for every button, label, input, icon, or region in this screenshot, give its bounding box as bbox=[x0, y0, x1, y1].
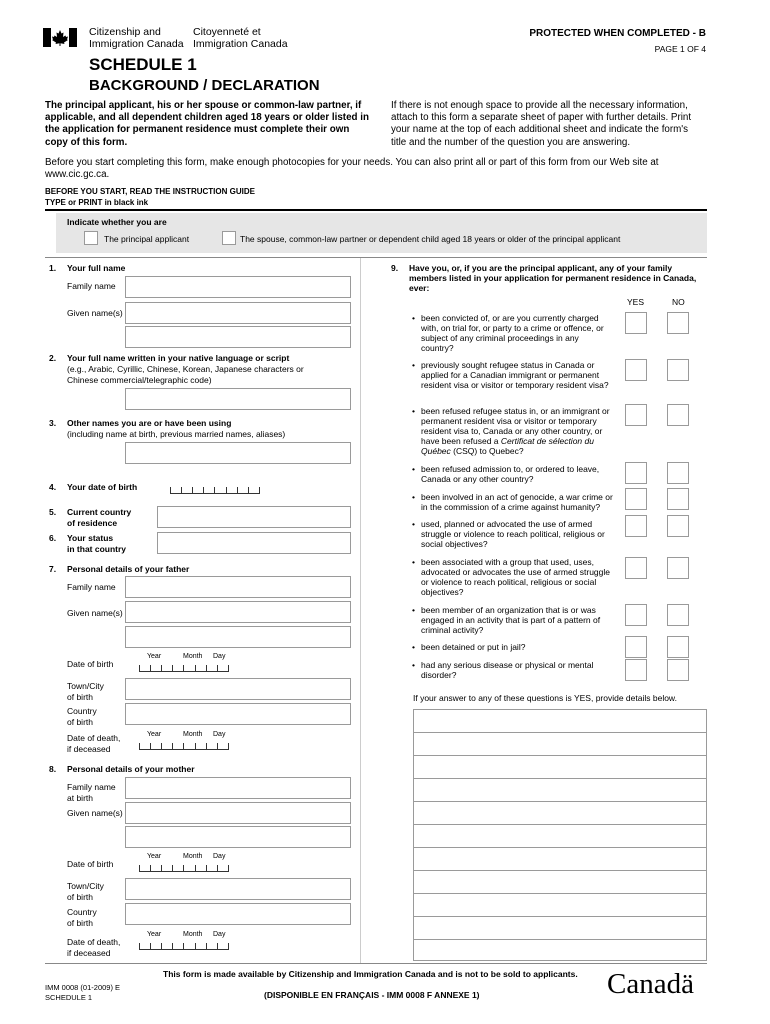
q7-father-given-input-2[interactable] bbox=[125, 626, 351, 648]
q2-sub-2: Chinese commercial/telegraphic code) bbox=[67, 375, 212, 385]
q7-father-family-input[interactable] bbox=[125, 576, 351, 598]
q9-details-textarea[interactable] bbox=[413, 709, 707, 961]
bullet: • bbox=[412, 492, 415, 502]
q9-item-10-yes-checkbox[interactable] bbox=[625, 659, 647, 681]
q8-dob-month-label: Month bbox=[183, 853, 203, 860]
q9-item-5-no-checkbox[interactable] bbox=[667, 488, 689, 510]
q8-dod-year-label: Year bbox=[147, 931, 162, 938]
q9-item-2-yes-checkbox[interactable] bbox=[625, 359, 647, 381]
footer-notice: This form is made available by Citizenship and Immigration Canada and is not to be sold to applicants. bbox=[163, 969, 578, 979]
principal-applicant-checkbox[interactable] bbox=[84, 231, 98, 245]
q1-given-label: Given name(s) bbox=[67, 308, 123, 318]
q9-item-3-no-checkbox[interactable] bbox=[667, 404, 689, 426]
intro-left: The principal applicant, his or her spouse or common-law partner, if applicable, and all dependent children aged 18 years or older listed in the application for permanent residence must complete their own copy of this form. bbox=[45, 100, 369, 148]
footer-rule bbox=[45, 963, 707, 964]
q5-label-2: of residence bbox=[67, 518, 118, 528]
q7-death-label-2: if deceased bbox=[67, 744, 111, 754]
schedule-title: SCHEDULE 1 bbox=[89, 55, 197, 74]
q8-mother-given-input-2[interactable] bbox=[125, 826, 351, 848]
q9-item-3 bbox=[421, 406, 611, 456]
q9-item-8: been member of an organization that is or was engaged in an activity that is part of a pattern of criminal activity? bbox=[421, 605, 601, 635]
q9-item-4: been refused admission to, or ordered to leave, Canada or any other country? bbox=[421, 464, 600, 484]
dept-en-line-2: Immigration Canada bbox=[89, 38, 184, 50]
q7-dod-day-label: Day bbox=[213, 731, 226, 738]
q9-item-6-yes-checkbox[interactable] bbox=[625, 515, 647, 537]
q9-item-4-no-checkbox[interactable] bbox=[667, 462, 689, 484]
form-id: IMM 0008 (01-2009) E bbox=[45, 983, 121, 992]
q8-town-label-1: Town/City bbox=[67, 881, 104, 891]
q7-death-label-1: Date of death, bbox=[67, 733, 121, 743]
q9-yes-label: YES bbox=[627, 297, 645, 307]
q7-father-town-input[interactable] bbox=[125, 678, 351, 700]
indicate-label: Indicate whether you are bbox=[67, 217, 167, 227]
q7-father-dob-field[interactable] bbox=[125, 650, 235, 676]
q9-item-7: been associated with a group that used, uses, advocated or advocates the use of armed struggle or violence to reach political, religious or social objectives? bbox=[421, 557, 611, 597]
q9-number: 9. bbox=[391, 263, 399, 273]
q9-item-2-no-checkbox[interactable] bbox=[667, 359, 689, 381]
q9-item-8-no-checkbox[interactable] bbox=[667, 604, 689, 626]
bullet: • bbox=[412, 519, 415, 529]
q9-item-3-text: been refused refugee status in, or an immigrant or permanent resident visa or visitor or temporary resident visa to, Canada or any other country, or have been refused a bbox=[421, 406, 610, 446]
q7-town-label-2: of birth bbox=[67, 692, 93, 702]
dept-name-en bbox=[89, 26, 184, 50]
q9-item-9-no-checkbox[interactable] bbox=[667, 636, 689, 658]
q7-number: 7. bbox=[49, 564, 57, 574]
dept-fr-line-2: Immigration Canada bbox=[193, 38, 288, 50]
canada-flag-icon bbox=[43, 28, 77, 47]
q9-item-1-yes-checkbox[interactable] bbox=[625, 312, 647, 334]
q7-country-label-2: of birth bbox=[67, 717, 93, 727]
spouse-dependent-label: The spouse, common-law partner or dependent child aged 18 years or older of the principal applicant bbox=[240, 234, 621, 244]
page-title: BACKGROUND / DECLARATION bbox=[89, 77, 320, 94]
q3-other-names-input[interactable] bbox=[125, 442, 351, 464]
canada-wordmark: Canadä bbox=[607, 968, 694, 1000]
q6-status-input[interactable] bbox=[157, 532, 351, 554]
q7-dob-year-label: Year bbox=[147, 653, 162, 660]
q8-mother-dob-field[interactable] bbox=[125, 850, 235, 876]
bullet: • bbox=[412, 557, 415, 567]
protected-label: PROTECTED WHEN COMPLETED - B bbox=[529, 28, 706, 39]
q8-town-label-2: of birth bbox=[67, 892, 93, 902]
q9-item-2: previously sought refugee status in Canada or applied for a Canadian immigrant or permanent resident visa or visitor or temporary resident visa? bbox=[421, 360, 609, 390]
q8-death-label-2: if deceased bbox=[67, 948, 111, 958]
q1-given-names-input[interactable] bbox=[125, 302, 351, 324]
q1-family-label: Family name bbox=[67, 281, 116, 291]
q8-mother-dod-field[interactable] bbox=[125, 928, 235, 954]
q9-label: Have you, or, if you are the principal applicant, any of your family members listed in your application for permanent residence in Canada, ever: bbox=[409, 263, 697, 293]
type-print-note: TYPE or PRINT in black ink bbox=[45, 198, 149, 207]
q4-label: Your date of birth bbox=[67, 482, 138, 492]
q2-label: Your full name written in your native language or script bbox=[67, 353, 290, 363]
q9-item-5: been involved in an act of genocide, a war crime or in the commission of a crime against humanity? bbox=[421, 492, 613, 512]
q4-date-field[interactable] bbox=[156, 472, 266, 498]
bullet: • bbox=[412, 406, 415, 416]
q8-mother-family-input[interactable] bbox=[125, 777, 351, 799]
q8-dob-year-label: Year bbox=[147, 853, 162, 860]
q1-label: Your full name bbox=[67, 263, 126, 273]
page-number: PAGE 1 OF 4 bbox=[654, 44, 706, 54]
q3-sub: (including name at birth, previous married names, aliases) bbox=[67, 429, 286, 439]
q9-item-6: used, planned or advocated the use of armed struggle or violence to reach political, religious or social objectives? bbox=[421, 519, 605, 549]
q8-dob-day-label: Day bbox=[213, 853, 226, 860]
q9-item-8-yes-checkbox[interactable] bbox=[625, 604, 647, 626]
q8-mother-country-input[interactable] bbox=[125, 903, 351, 925]
q7-family-label: Family name bbox=[67, 582, 116, 592]
q8-country-label-2: of birth bbox=[67, 918, 93, 928]
footer-schedule: SCHEDULE 1 bbox=[45, 993, 93, 1002]
q4-number: 4. bbox=[49, 482, 57, 492]
q7-dob-label: Date of birth bbox=[67, 659, 114, 669]
read-guide-note: BEFORE YOU START, READ THE INSTRUCTION GUIDE bbox=[45, 187, 255, 196]
q7-town-label-1: Town/City bbox=[67, 681, 104, 691]
q5-label-1: Current country bbox=[67, 507, 132, 517]
q8-family-label-1: Family name bbox=[67, 782, 116, 792]
q7-dod-month-label: Month bbox=[183, 731, 203, 738]
q9-item-3-yes-checkbox[interactable] bbox=[625, 404, 647, 426]
bullet: • bbox=[412, 605, 415, 615]
q1-family-name-input[interactable] bbox=[125, 276, 351, 298]
q8-mother-town-input[interactable] bbox=[125, 878, 351, 900]
q7-father-given-input[interactable] bbox=[125, 601, 351, 623]
q9-item-5-yes-checkbox[interactable] bbox=[625, 488, 647, 510]
q2-sub-1: (e.g., Arabic, Cyrillic, Chinese, Korean, Japanese characters or bbox=[67, 364, 304, 374]
q9-item-3-csq-rest: (CSQ) to Quebec? bbox=[453, 446, 524, 456]
q7-given-label: Given name(s) bbox=[67, 608, 123, 618]
q7-father-country-input[interactable] bbox=[125, 703, 351, 725]
q7-dod-year-label: Year bbox=[147, 731, 162, 738]
q9-details-label: If your answer to any of these questions is YES, provide details below. bbox=[413, 693, 677, 703]
bullet: • bbox=[412, 313, 415, 323]
q8-mother-given-input[interactable] bbox=[125, 802, 351, 824]
dept-en-line-1: Citizenship and bbox=[89, 26, 161, 38]
photocopy-note: Before you start completing this form, make enough photocopies for your needs. You can also print all or part of this form from our Web site at www.cic.gc.ca. bbox=[45, 157, 659, 181]
q8-number: 8. bbox=[49, 764, 57, 774]
principal-applicant-label: The principal applicant bbox=[104, 234, 190, 244]
q8-dod-month-label: Month bbox=[183, 931, 203, 938]
bullet: • bbox=[412, 660, 415, 670]
q9-item-9-yes-checkbox[interactable] bbox=[625, 636, 647, 658]
q9-item-9: been detained or put in jail? bbox=[421, 642, 526, 652]
q7-dob-month-label: Month bbox=[183, 653, 203, 660]
bullet: • bbox=[412, 464, 415, 474]
q8-label: Personal details of your mother bbox=[67, 764, 195, 774]
q3-number: 3. bbox=[49, 418, 57, 428]
q8-given-label: Given name(s) bbox=[67, 808, 123, 818]
q1-number: 1. bbox=[49, 263, 57, 273]
q5-number: 5. bbox=[49, 507, 57, 517]
q7-label: Personal details of your father bbox=[67, 564, 190, 574]
column-top-rule bbox=[45, 257, 707, 258]
q9-item-1: been convicted of, or are you currently charged with, on trial for, or party to a crime or offence, or subject of any criminal proceedings in any country? bbox=[421, 313, 604, 353]
q9-no-label: NO bbox=[672, 297, 685, 307]
q6-label-1: Your status bbox=[67, 533, 114, 543]
bullet: • bbox=[412, 642, 415, 652]
intro-right: If there is not enough space to provide all the necessary information, attach to this form a separate sheet of paper with further details. Print your name at the top of each additional sheet and indicate the form's title and the number of the question you are answering. bbox=[391, 100, 692, 148]
q9-item-10: had any serious disease or physical or mental disorder? bbox=[421, 660, 594, 680]
q8-country-label-1: Country bbox=[67, 907, 97, 917]
q9-item-4-yes-checkbox[interactable] bbox=[625, 462, 647, 484]
q5-country-input[interactable] bbox=[157, 506, 351, 528]
q8-dod-day-label: Day bbox=[213, 931, 226, 938]
q9-item-10-no-checkbox[interactable] bbox=[667, 659, 689, 681]
dept-fr-line-1: Citoyenneté et bbox=[193, 26, 261, 38]
q9-item-3-csq: Certificat de sélection du Québec bbox=[421, 436, 594, 456]
q6-number: 6. bbox=[49, 533, 57, 543]
q1-given-names-input-2[interactable] bbox=[125, 326, 351, 348]
french-availability: (DISPONIBLE EN FRANÇAIS - IMM 0008 F ANNEXE 1) bbox=[264, 990, 480, 1000]
bullet: • bbox=[412, 360, 415, 370]
q7-country-label-1: Country bbox=[67, 706, 97, 716]
q9-item-7-yes-checkbox[interactable] bbox=[625, 557, 647, 579]
q7-dob-day-label: Day bbox=[213, 653, 226, 660]
q8-family-label-2: at birth bbox=[67, 793, 93, 803]
dept-name-fr bbox=[193, 26, 288, 50]
q6-label-2: in that country bbox=[67, 544, 127, 554]
q8-death-label-1: Date of death, bbox=[67, 937, 121, 947]
spouse-dependent-checkbox[interactable] bbox=[222, 231, 236, 245]
q8-dob-label: Date of birth bbox=[67, 859, 114, 869]
q3-label: Other names you are or have been using bbox=[67, 418, 232, 428]
q2-number: 2. bbox=[49, 353, 57, 363]
q2-native-name-input[interactable] bbox=[125, 388, 351, 410]
q9-item-6-no-checkbox[interactable] bbox=[667, 515, 689, 537]
q9-item-7-no-checkbox[interactable] bbox=[667, 557, 689, 579]
q9-item-1-no-checkbox[interactable] bbox=[667, 312, 689, 334]
column-divider bbox=[360, 258, 361, 963]
q7-father-dod-field[interactable] bbox=[125, 728, 235, 754]
section-divider bbox=[45, 209, 707, 211]
